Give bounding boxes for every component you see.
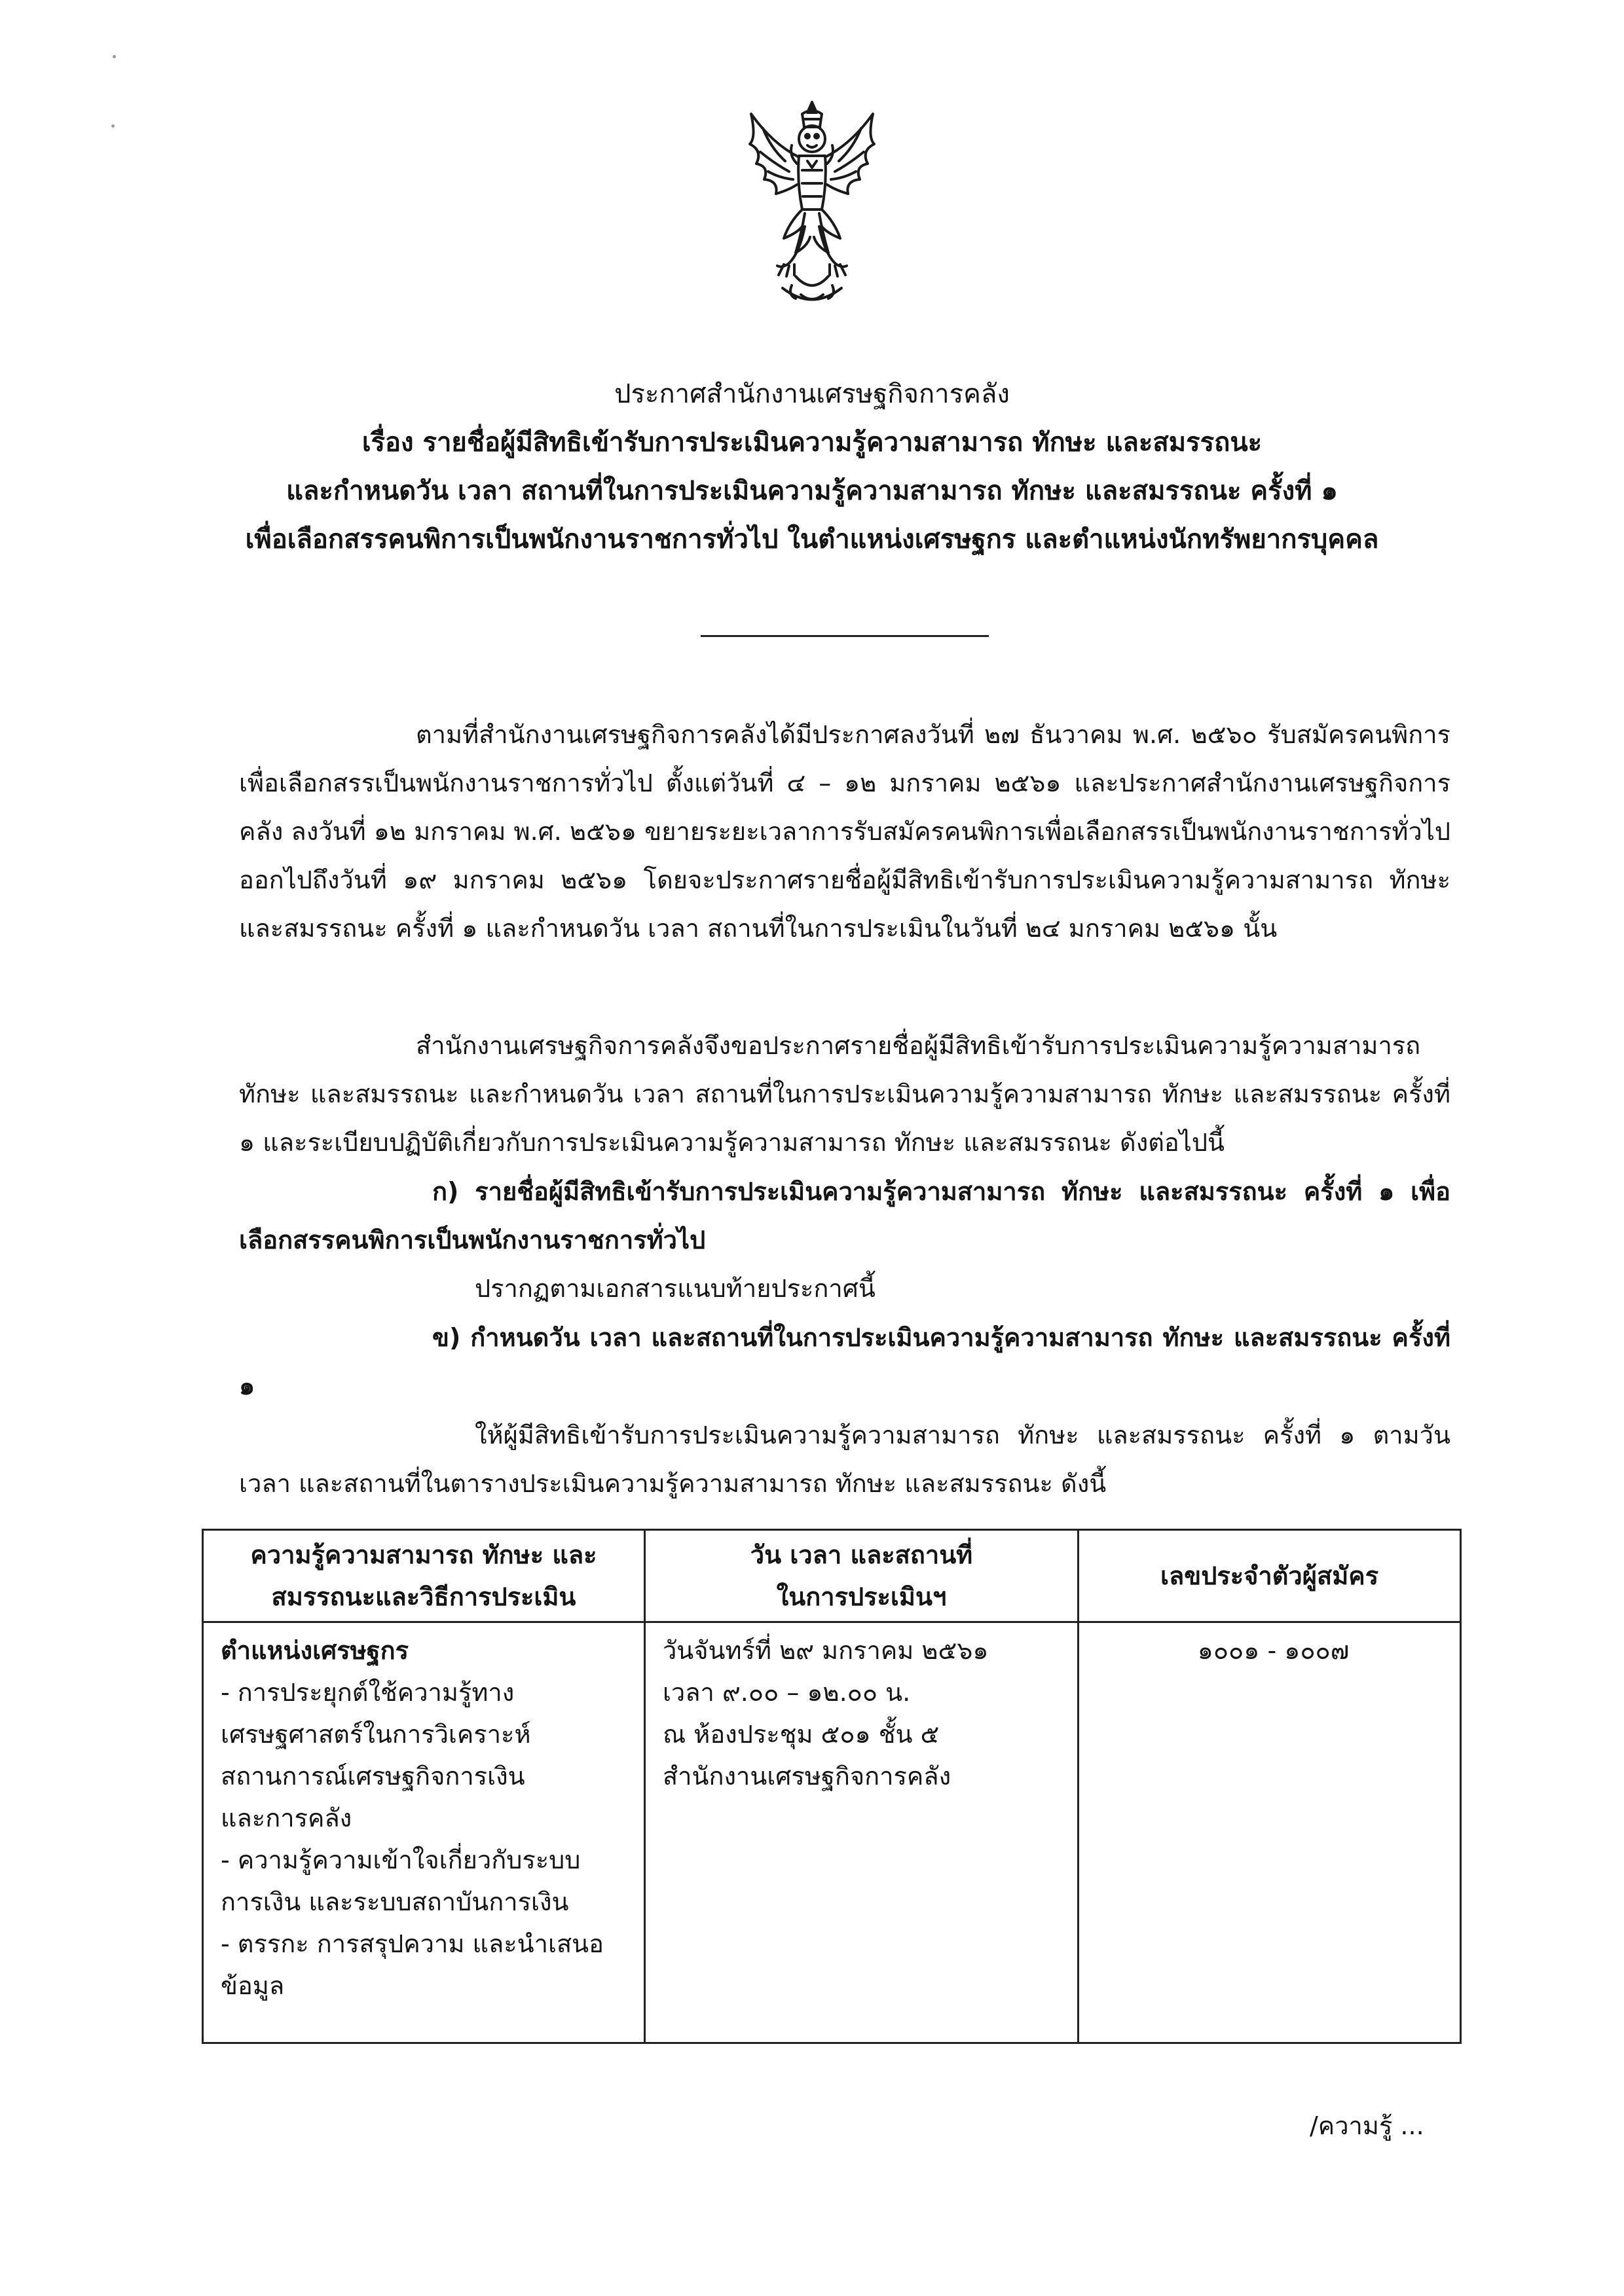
assessment-schedule-table (202, 1529, 1462, 2044)
criteria-line: - การประยุกต์ใช้ความรู้ทาง (221, 1678, 515, 1707)
schedule-cell (644, 1622, 1078, 2043)
title-line: และกำหนดวัน เวลา สถานที่ในการประเมินความรู้ความสามารถ ทักษะ และสมรรถนะ ครั้งที่ ๑ (286, 476, 1338, 506)
applicant-id-range: ๑๐๐๑ - ๑๐๐๗ (1197, 1636, 1350, 1665)
criteria-line: - ความรู้ความเข้าใจเกี่ยวกับระบบ (221, 1846, 581, 1874)
criteria-line: ข้อมูล (221, 1971, 285, 2000)
table-row (203, 1622, 1461, 2043)
section-a-heading: ก) รายชื่อผู้มีสิทธิเข้ารับการประเมินความรู้ความสามารถ ทักษะ และสมรรถนะ ครั้งที่ ๑ เพื่อเลือกสรรคนพิการเป็นพนักงานราชการทั่วไป (239, 1177, 1450, 1254)
schedule-time: เวลา ๙.๐๐ – ๑๒.๐๐ น. (662, 1678, 911, 1707)
schedule-date: วันจันทร์ที่ ๒๙ มกราคม ๒๕๖๑ (662, 1636, 989, 1665)
header-criteria: ความรู้ความสามารถ ทักษะ และ สมรรถนะและวิธีการประเมิน (203, 1530, 645, 1622)
section-b-heading: ข) กำหนดวัน เวลา และสถานที่ในการประเมินความรู้ความสามารถ ทักษะ และสมรรถนะ ครั้งที่ ๑ (239, 1323, 1450, 1400)
applicant-id-cell (1079, 1622, 1461, 2043)
announcement-paragraph: สำนักงานเศรษฐกิจการคลังจึงขอประกาศรายชื่อผู้มีสิทธิเข้ารับการประเมินความรู้ความสามารถ ทักษะ และสมรรถนะ และกำหนดวัน เวลา สถานที่ในการประเมินความรู้ความสามารถ ทักษะ และสมรรถนะ ครั้งที่ ๑ และระเบียบปฏิบัติเกี่ยวกับการประเมินความรู้ความสามารถ ทักษะ และสมรรถนะ ดังต่อไปนี้ (239, 1031, 1450, 1157)
section-b-note: ให้ผู้มีสิทธิเข้ารับการประเมินความรู้ความสามารถ ทักษะ และสมรรถนะ ครั้งที่ ๑ ตามวัน เวลา และสถานที่ในตารางประเมินความรู้ความสามารถ ทักษะ และสมรรถนะ ดังนี้ (239, 1421, 1450, 1498)
title-line: เพื่อเลือกสรรคนพิการเป็นพนักงานราชการทั่วไป ในตำแหน่งเศรษฐกร และตำแหน่งนักทรัพยากรบุคคล (245, 524, 1379, 555)
title-line: ประกาศสำนักงานเศรษฐกิจการคลัง (614, 379, 1010, 409)
table-header-row (203, 1530, 1461, 1622)
position-title: ตำแหน่งเศรษฐกร (221, 1636, 409, 1665)
header-applicant-id: เลขประจำตัวผู้สมัคร (1079, 1530, 1461, 1622)
intro-paragraph: ตามที่สำนักงานเศรษฐกิจการคลังได้มีประกาศลงวันที่ ๒๗ ธันวาคม พ.ศ. ๒๕๖๐ รับสมัครคนพิการเพื่อเลือกสรรเป็นพนักงานราชการทั่วไป ตั้งแต่วันที่ ๔ – ๑๒ มกราคม ๒๕๖๑ และประกาศสำนักงานเศรษฐกิจการคลัง ลงวันที่ ๑๒ มกราคม พ.ศ. ๒๕๖๑ ขยายระยะเวลาการรับสมัครคนพิการเพื่อเลือกสรรเป็นพนักงานราชการทั่วไป ออกไปถึงวันที่ ๑๙ มกราคม ๒๕๖๑ โดยจะประกาศรายชื่อผู้มีสิทธิเข้ารับการประเมินความรู้ความสามารถ ทักษะ และสมรรถนะ ครั้งที่ ๑ และกำหนดวัน เวลา สถานที่ในการประเมินในวันที่ ๒๔ มกราคม ๒๕๖๑ นั้น (239, 720, 1450, 943)
criteria-line: - ตรรกะ การสรุปความ และนำเสนอ (221, 1929, 604, 1958)
title-divider (701, 635, 989, 637)
criteria-line: และการคลัง (221, 1804, 352, 1832)
page-continuation-marker: /ความรู้ ... (1310, 2111, 1424, 2140)
section-a-note: ปรากฏตามเอกสารแนบท้ายประกาศนี้ (475, 1274, 876, 1303)
scan-speck (111, 124, 115, 128)
schedule-venue: สำนักงานเศรษฐกิจการคลัง (662, 1762, 951, 1791)
header-schedule: วัน เวลา และสถานที่ ในการประเมินฯ (644, 1530, 1078, 1622)
title-line: เรื่อง รายชื่อผู้มีสิทธิเข้ารับการประเมินความรู้ความสามารถ ทักษะ และสมรรถนะ (361, 428, 1263, 458)
garuda-emblem-icon (737, 98, 887, 314)
criteria-cell (203, 1622, 645, 2043)
announcement-title (170, 370, 1454, 564)
schedule-room: ณ ห้องประชุม ๕๐๑ ชั้น ๕ (662, 1720, 940, 1749)
criteria-line: การเงิน และระบบสถาบันการเงิน (221, 1887, 569, 1916)
criteria-line: สถานการณ์เศรษฐกิจการเงิน (221, 1762, 525, 1791)
criteria-line: เศรษฐศาสตร์ในการวิเคราะห์ (221, 1720, 531, 1749)
scan-speck (113, 55, 116, 58)
